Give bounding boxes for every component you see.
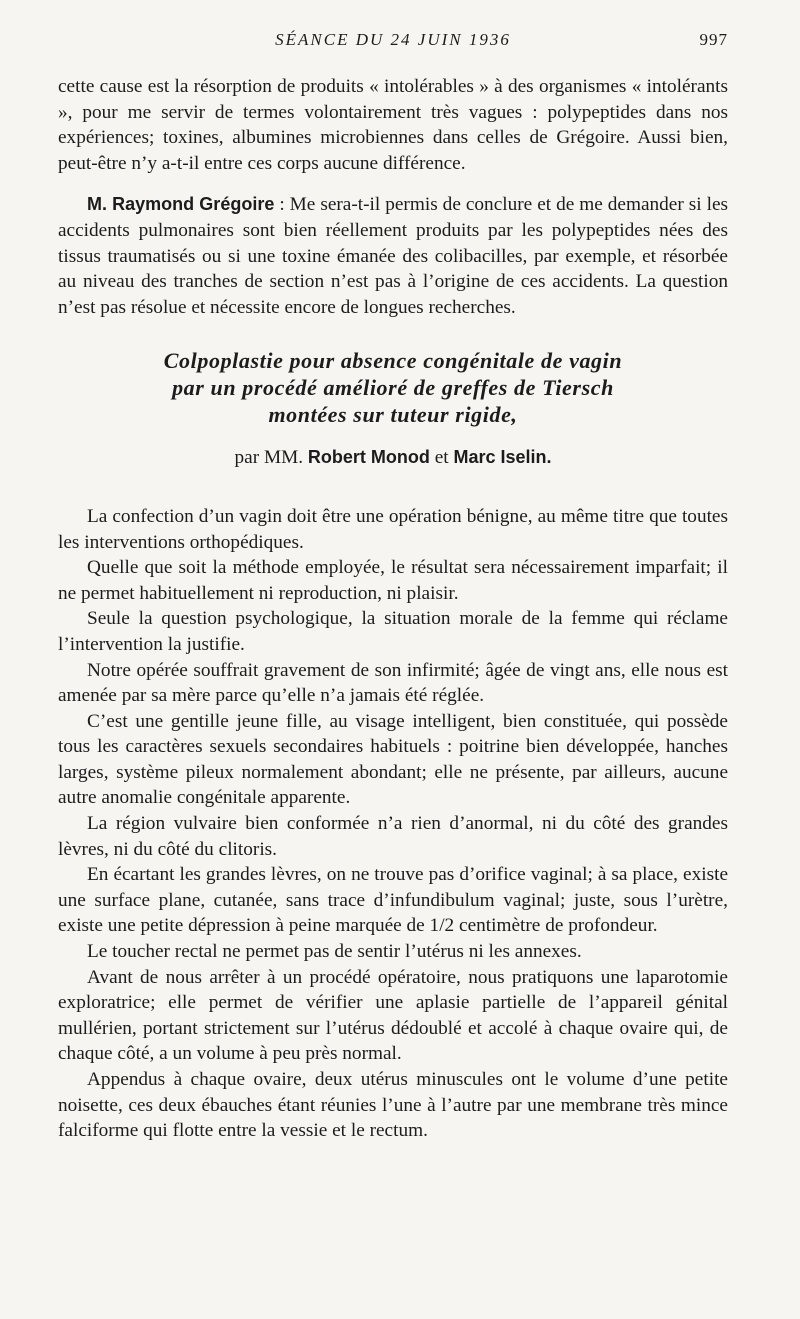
article-paragraph: Notre opérée souffrait gravement de son infirmité; âgée de vingt ans, elle nous est amenée par sa mère parce qu’elle n’a jamais été réglée.	[58, 659, 728, 707]
article-paragraph: Avant de nous arrêter à un procédé opératoire, nous pratiquons une laparotomie exploratrice; elle permet de vérifier une aplasie partielle de l’appareil génital mullérien, portant strictement sur l’utérus dédoublé et accolé à chaque ovaire qui, de chaque côté, a un volume à peu près normal.	[58, 966, 728, 1065]
article-authors	[58, 445, 728, 471]
authors-prefix: par MM.	[234, 447, 304, 469]
article-paragraph: Le toucher rectal ne permet pas de sentir l’utérus ni les annexes.	[87, 941, 582, 963]
speaker-name: M. Raymond Grégoire	[87, 194, 275, 215]
continued-paragraph: cette cause est la résorption de produits « intolérables » à des organismes « intolérants », pour me servir de termes volontairement très vagues : polypeptides dans nos expériences; toxines, albumines microbiennes dans celles de Grégoire. Aussi bien, peut-être n’y a-t-il entre ces corps aucune différence.	[58, 76, 728, 174]
author-name: Marc Iselin.	[453, 447, 552, 468]
page-number: 997	[699, 30, 728, 49]
speaker-separator: :	[274, 194, 290, 216]
body-text	[58, 74, 728, 1144]
article-paragraph: Quelle que soit la méthode employée, le résultat sera nécessairement imparfait; il ne permet habituellement ni reproduction, ni plaisir.	[58, 557, 728, 604]
title-line: montées sur tuteur rigide,	[268, 402, 518, 428]
article-paragraph: C’est une gentille jeune fille, au visage intelligent, bien constituée, qui possède tous les caractères sexuels secondaires habituels : poitrine bien développée, hanches larges, système pileux normalement abondant; elle ne présente, par ailleurs, aucune autre anomalie congénitale apparente.	[58, 710, 728, 809]
page-header	[58, 30, 728, 54]
article-title	[58, 347, 728, 428]
article-paragraph: La confection d’un vagin doit être une opération bénigne, au même titre que toutes les interventions orthopédiques.	[58, 505, 728, 553]
article-paragraph: La région vulvaire bien conformée n’a rien d’anormal, ni du côté des grandes lèvres, ni du côté du clitoris.	[58, 813, 728, 860]
article-paragraph: Seule la question psychologique, la situation morale de la femme qui réclame l’intervention la justifie.	[58, 608, 728, 655]
intervention-paragraph	[58, 192, 728, 320]
article-paragraph: En écartant les grandes lèvres, on ne trouve pas d’orifice vaginal; à sa place, existe une surface plane, cutanée, sans trace d’infundibulum vaginal; juste, sous l’urètre, existe une petite dépression à peine marquée de 1/2 centimètre de profondeur.	[58, 864, 728, 937]
intervention-text: Me sera-t-il permis de conclure et de me demander si les accidents pulmonaires sont bien réellement produits par les polypeptides nées des tissus traumatisés ou si une toxine émanée des colibacilles, par exemple, et résorbée au niveau des tranches de section n’est pas à l’origine de ces accidents. La question n’est pas résolue et nécessite encore de longues recherches.	[58, 194, 729, 318]
title-line: Colpoplastie pour absence congénitale de vagin	[163, 348, 623, 374]
author-name: Robert Monod	[307, 447, 430, 468]
authors-join: et	[434, 447, 449, 469]
running-title: SÉANCE DU 24 JUIN 1936	[275, 30, 511, 49]
title-line: par un procédé amélioré de greffes de Tiersch	[172, 375, 614, 401]
article-paragraph: Appendus à chaque ovaire, deux utérus minuscules ont le volume d’une petite noisette, ces deux ébauches étant réunies l’une à l’autre par une membrane très mince falciforme qui flotte entre la vessie et le rectum.	[58, 1069, 728, 1142]
